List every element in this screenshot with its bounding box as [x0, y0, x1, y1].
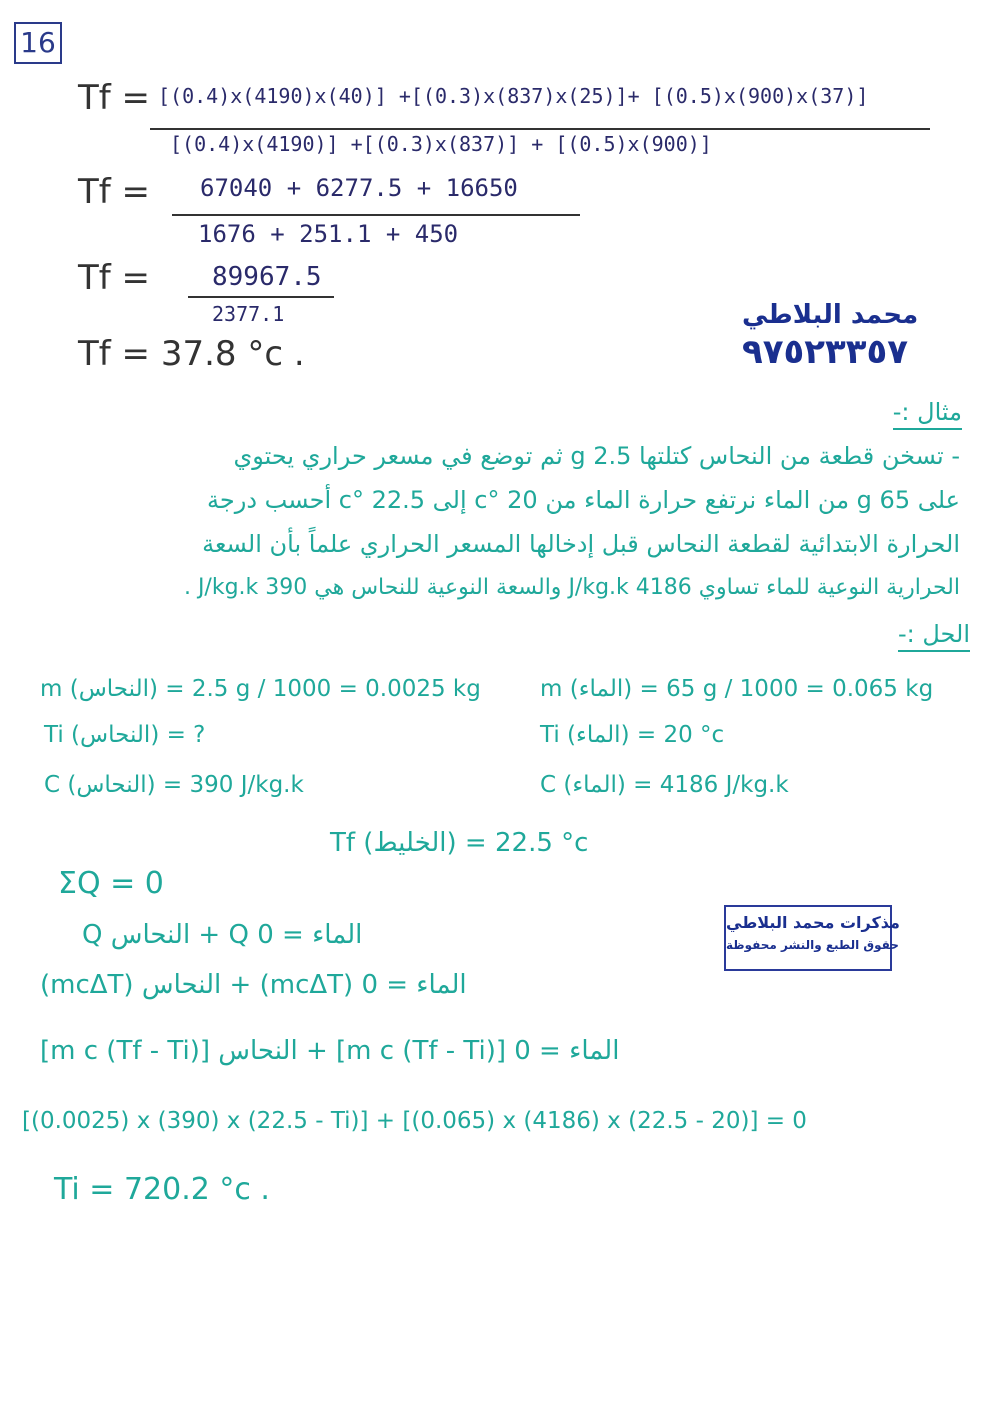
given-tf-mixture: Tf (الخليط) = 22.5 °c	[330, 828, 589, 858]
example-heading: مثال :-	[893, 398, 962, 430]
problem-line-3: الحرارة الابتدائية لقطعة النحاس قبل إدخالها المسعر الحراري علماً بأن السعة	[202, 530, 960, 558]
step-mc-tf-ti: [m c (Tf - Ti)] النحاس + [m c (Tf - Ti)] الماء = 0	[40, 1036, 620, 1066]
line1-numerator: [(0.4)x(4190)x(40)] +[(0.3)x(837)x(25)]+ [(0.5)x(900)x(37)]	[158, 84, 869, 108]
page-number: 16	[20, 26, 56, 59]
page-number-box	[14, 22, 62, 64]
step-sum-q: ΣQ = 0	[58, 866, 164, 901]
given-mass-water: m (الماء) = 65 g / 1000 = 0.065 kg	[540, 676, 934, 702]
step-q-balance: Q النحاس + Q الماء = 0	[82, 920, 363, 950]
step-final-answer: Ti = 720.2 °c .	[54, 1172, 270, 1207]
given-ti-water: Ti (الماء) = 20 °c	[540, 722, 725, 748]
given-ti-copper: Ti (النحاس) = ?	[44, 722, 206, 748]
line2-numerator: 67040 + 6277.5 + 16650	[200, 174, 518, 202]
stamp-line-2: حقوق الطبع والنشر محفوظة	[726, 938, 899, 952]
author-watermark-number: ٩٧٥٢٣٣٥٧	[742, 332, 909, 372]
author-watermark-name: محمد البلاطي	[742, 300, 919, 330]
stamp-line-1: مذكرات محمد البلاطي	[726, 913, 900, 932]
fraction-bar-2	[172, 214, 580, 216]
problem-line-1: - تسخن قطعة من النحاس كتلتها 2.5 g ثم توضع في مسعر حراري يحتوي	[233, 442, 960, 470]
example-problem-text	[40, 434, 960, 610]
line1-denominator: [(0.4)x(4190)] +[(0.3)x(837)] + [(0.5)x(900)]	[170, 132, 712, 156]
solution-heading: الحل :-	[898, 620, 970, 652]
step-substitution: [(0.0025) x (390) x (22.5 - Ti)] + [(0.065) x (4186) x (22.5 - 20)] = 0	[22, 1108, 807, 1134]
line2-denominator: 1676 + 251.1 + 450	[198, 220, 459, 248]
given-c-water: C (الماء) = 4186 J/kg.k	[540, 772, 789, 798]
line3-numerator: 89967.5	[212, 262, 322, 292]
given-mass-copper: m (النحاس) = 2.5 g / 1000 = 0.0025 kg	[40, 676, 481, 702]
final-result-line: Tf = 37.8 °c .	[78, 334, 305, 374]
given-c-copper: C (النحاس) = 390 J/kg.k	[44, 772, 304, 798]
fraction-bar-3	[188, 296, 334, 298]
tf-label-1: Tf =	[78, 78, 151, 118]
line3-denominator: 2377.1	[212, 302, 285, 326]
tf-label-2: Tf =	[78, 172, 151, 212]
fraction-bar-1	[150, 128, 930, 130]
copyright-stamp	[724, 905, 900, 971]
problem-line-2: على 65 g من الماء نرتفع حرارة الماء من 20 °c إلى 22.5 °c أحسب درجة	[207, 486, 960, 514]
tf-label-3: Tf =	[78, 258, 151, 298]
problem-line-4: الحرارية النوعية للماء تساوي 4186 J/kg.k والسعة النوعية للنحاس هي 390 J/kg.k .	[183, 575, 960, 600]
step-mc-delta-t: (mcΔT) النحاس + (mcΔT) الماء = 0	[40, 970, 467, 1000]
